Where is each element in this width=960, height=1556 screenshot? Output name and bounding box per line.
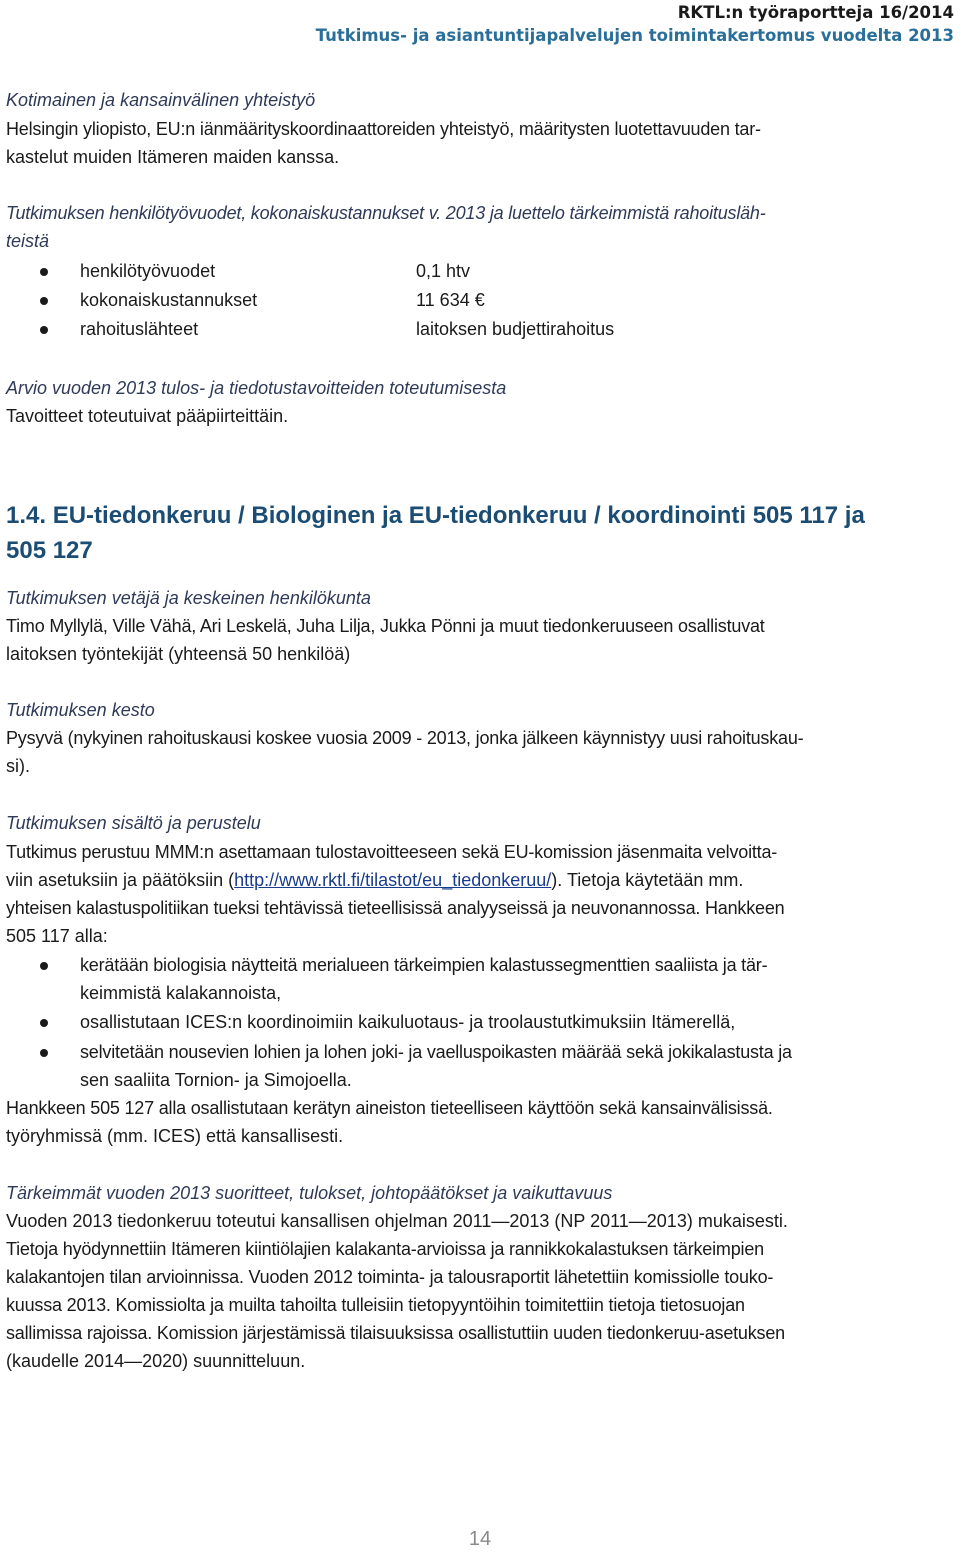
content-bullet-line: sen saaliita Tornion- ja Simojoella.: [80, 1070, 352, 1090]
tiedonkeruu-link[interactable]: http://www.rktl.fi/tilastot/eu_tiedonkeruu/: [234, 870, 552, 890]
duration-text-line: si).: [6, 756, 30, 776]
content-bullet-line: selvitetään nousevien lohien ja lohen joki- ja vaelluspoikasten määrää sekä jokikalastusta ja: [80, 1042, 792, 1062]
cooperation-text-line: Helsingin yliopisto, EU:n iänmäärityskoordinaattoreiden yhteistyö, määritysten luotettavuuden tar-: [6, 119, 761, 139]
results-text-line: kuussa 2013. Komissiolta ja muilta tahoilta tulleisiin tietopyyntöihin toimitettiin tietoja tietosuojan: [6, 1295, 745, 1315]
content-text-line: [6, 868, 743, 892]
results-heading: Tärkeimmät vuoden 2013 suoritteet, tulokset, johtopäätökset ja vaikuttavuus: [6, 1183, 613, 1203]
content-heading: Tutkimuksen sisältö ja perustelu: [6, 813, 261, 833]
resource-label: henkilötyövuodet: [80, 261, 216, 281]
content-bullet-line: keimmistä kalakannoista,: [80, 983, 282, 1003]
content-text-line: Hankkeen 505 127 alla osallistutaan kerätyn aineiston tieteelliseen käyttöön sekä kansainvälisissä.: [6, 1098, 773, 1118]
bullet-icon: [40, 268, 48, 276]
content-bullet-line: kerätään biologisia näytteitä merialueen tärkeimpien kalastussegmenttien saaliista ja tär-: [80, 955, 768, 975]
bullet-icon: [40, 1049, 48, 1057]
results-text-line: Vuoden 2013 tiedonkeruu toteutui kansallisen ohjelman 2011—2013 (NP 2011—2013) mukaisesti.: [6, 1211, 788, 1231]
page-number: 14: [468, 1528, 492, 1550]
results-text-line: kalakantojen tilan arvioinnissa. Vuoden 2012 toiminta- ja talousraportit lähetettiin komissiolle touko-: [6, 1267, 774, 1287]
resources-heading: teistä: [6, 231, 50, 251]
results-text-line: (kaudelle 2014—2020) suunnitteluun.: [6, 1351, 306, 1371]
content-text-fragment: ). Tietoja käytetään mm.: [551, 870, 744, 890]
resource-value: 0,1 htv: [416, 261, 471, 281]
duration-text-line: Pysyvä (nykyinen rahoituskausi koskee vuosia 2009 - 2013, jonka jälkeen käynnistyy uusi rahoituskau-: [6, 728, 804, 748]
bullet-icon: [40, 962, 48, 970]
bullet-icon: [40, 297, 48, 305]
results-text-line: sallimissa rajoissa. Komission järjestämissä tilaisuuksissa osallistuttiin uuden tiedonkeruu-asetuksen: [6, 1323, 785, 1343]
bullet-icon: [40, 1019, 48, 1027]
staff-heading: Tutkimuksen vetäjä ja keskeinen henkilökunta: [6, 588, 371, 608]
results-text-line: Tietoja hyödynnettiin Itämeren kiintiölajien kalakanta-arvioissa ja rannikkokalastuksen tärkeimpien: [6, 1239, 764, 1259]
evaluation-heading: Arvio vuoden 2013 tulos- ja tiedotustavoitteiden toteutumisesta: [6, 378, 507, 398]
content-text-line: yhteisen kalastuspolitiikan tueksi tehtävissä tieteellisissä analyyseissä ja neuvonannossa. Hankkeen: [6, 898, 785, 918]
content-text-line: Tutkimus perustuu MMM:n asettamaan tulostavoitteeseen sekä EU-komission jäsenmaita velvoitta-: [6, 842, 778, 862]
content-bullet-line: osallistutaan ICES:n koordinoimiin kaikuluotaus- ja troolaustutkimuksiin Itämerellä,: [80, 1012, 736, 1032]
report-series-label: RKTL:n työraportteja 16/2014: [677, 3, 954, 22]
duration-heading: Tutkimuksen kesto: [6, 700, 155, 720]
content-text-fragment: viin asetuksiin ja päätöksiin (: [6, 870, 235, 890]
section-title: 1.4. EU-tiedonkeruu / Biologinen ja EU-tiedonkeruu / koordinointi 505 117 ja: [6, 502, 865, 529]
evaluation-text: Tavoitteet toteutuivat pääpiirteittäin.: [6, 406, 289, 426]
content-text-line: 505 117 alla:: [6, 926, 108, 946]
content-text-line: työryhmissä (mm. ICES) että kansallisesti.: [6, 1126, 344, 1146]
resources-heading: Tutkimuksen henkilötyövuodet, kokonaiskustannukset v. 2013 ja luettelo tärkeimmistä rahoitusläh-: [6, 203, 766, 223]
staff-text-line: laitoksen työntekijät (yhteensä 50 henkilöä): [6, 644, 351, 664]
resource-label: kokonaiskustannukset: [80, 290, 258, 310]
staff-text-line: Timo Myllylä, Ville Vähä, Ari Leskelä, Juha Lilja, Jukka Pönni ja muut tiedonkeruuseen osallistuvat: [6, 616, 765, 636]
resource-value: laitoksen budjettirahoitus: [416, 319, 615, 339]
resource-value: 11 634 €: [416, 290, 485, 310]
cooperation-text-line: kastelut muiden Itämeren maiden kanssa.: [6, 147, 340, 167]
cooperation-heading: Kotimainen ja kansainvälinen yhteistyö: [6, 90, 316, 110]
section-title: 505 127: [6, 537, 93, 564]
resource-label: rahoituslähteet: [80, 319, 199, 339]
report-subtitle: Tutkimus- ja asiantuntijapalvelujen toimintakertomus vuodelta 2013: [315, 26, 954, 45]
bullet-icon: [40, 326, 48, 334]
